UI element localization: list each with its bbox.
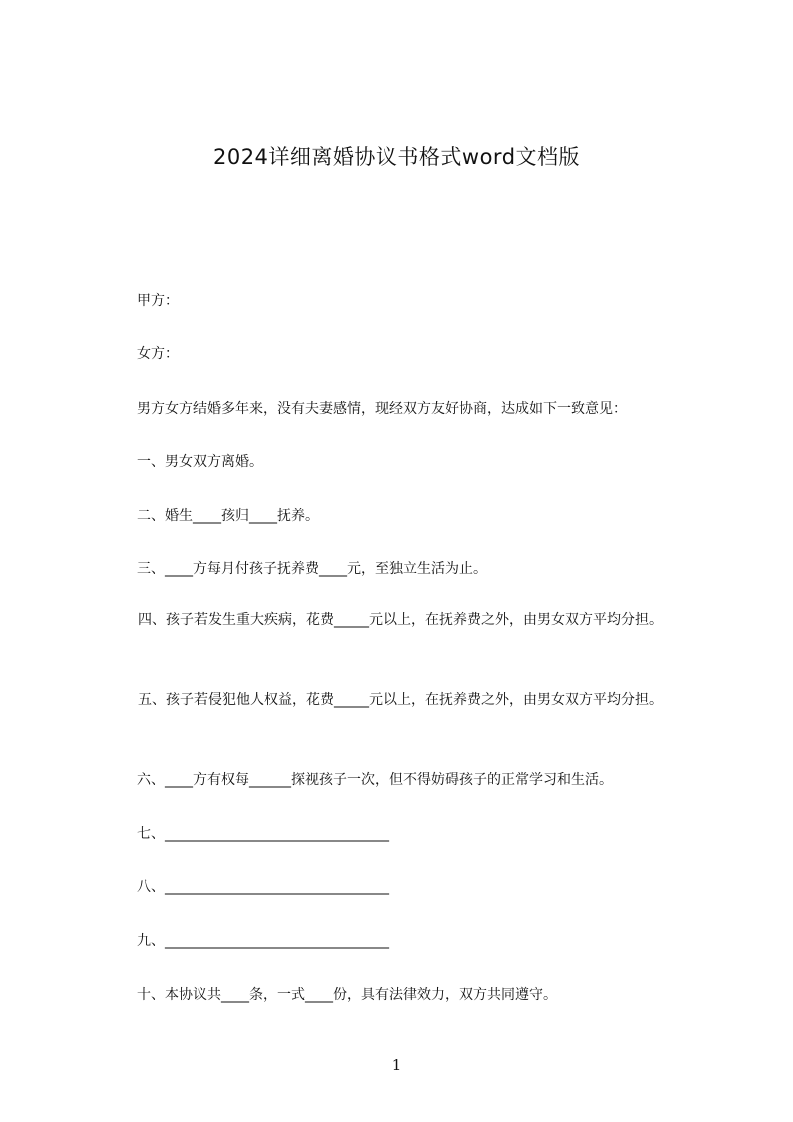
- clause-3: 三、____方每月付孩子抚养费____元，至独立生活为止。: [137, 561, 487, 577]
- clause-5: 五、孩子若侵犯他人权益，花费_____元以上，在抚养费之外，由男女双方平均分担。: [138, 692, 663, 708]
- party-b-line: 女方：: [137, 346, 179, 362]
- clause-6: 六、____方有权每______探视孩子一次，但不得妨碍孩子的正常学习和生活。: [137, 772, 613, 788]
- clause-1: 一、男女双方离婚。: [137, 454, 263, 470]
- clause-7: 七、________________________________: [137, 826, 389, 842]
- clause-10: 十、本协议共____条，一式____份，具有法律效力，双方共同遵守。: [137, 987, 557, 1003]
- page-number: 1: [391, 1056, 402, 1074]
- clause-9: 九、________________________________: [137, 933, 389, 949]
- preamble-paragraph: 男方女方结婚多年来，没有夫妻感情，现经双方友好协商，达成如下一致意见：: [137, 401, 627, 417]
- party-a-line: 甲方：: [137, 293, 179, 309]
- clause-2: 二、婚生____孩归____抚养。: [137, 508, 319, 524]
- clause-8: 八、________________________________: [137, 879, 389, 895]
- clause-4: 四、孩子若发生重大疾病，花费_____元以上，在抚养费之外，由男女双方平均分担。: [138, 612, 663, 628]
- document-title: 2024详细离婚协议书格式word文档版: [212, 145, 581, 169]
